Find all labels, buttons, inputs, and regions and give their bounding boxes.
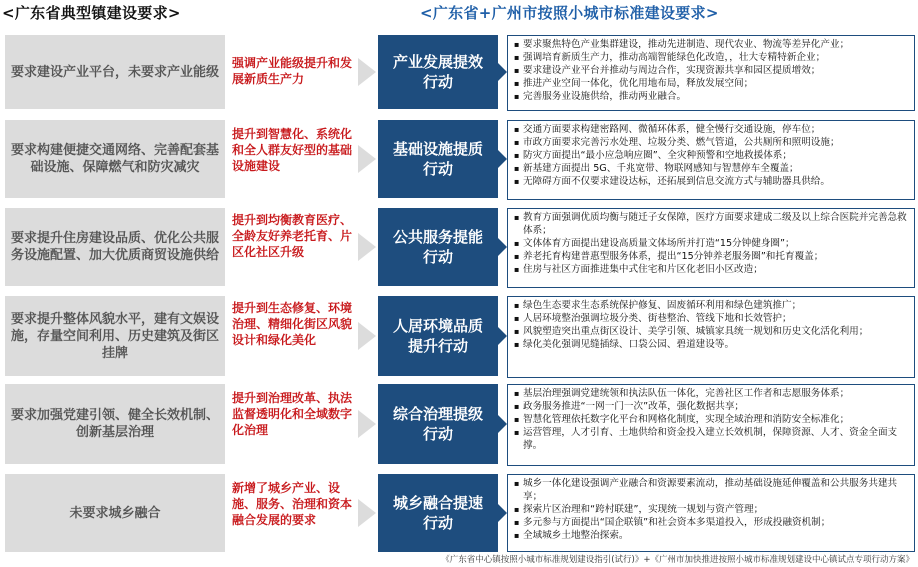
upgrade-note-1: 强调产业能级提升和发展新质生产力 bbox=[232, 56, 353, 86]
old-requirement-1: 要求建设产业平台，未要求产业能级 bbox=[5, 35, 225, 109]
source-footnote: 《广东省中心镇按照小城市标准规划建设指引(试行)》+《广州市加快推进按照小城市标准规划建设中心镇试点专项行动方案》 bbox=[441, 555, 914, 565]
old-requirement-6: 未要求城乡融合 bbox=[5, 474, 225, 552]
action-pointer-6 bbox=[497, 503, 507, 523]
detail-item: ▪ 防灾方面提出“最小应急响应圈”、全灾种预警和空地救援体系； bbox=[514, 149, 910, 162]
detail-list-1 bbox=[507, 35, 915, 111]
detail-item: ▪ 强调培育新质生产力，推动高端智能绿色化改造，，壮大专精特新企业； bbox=[514, 51, 910, 64]
detail-item: ▪ 风貌塑造突出重点街区设计、美学引领、城镇家具统一规划和历史文化活化利用； bbox=[514, 325, 910, 338]
detail-item: ▪ 探索片区治理和“跨村联建”，实现统一规划与资产管理； bbox=[514, 503, 910, 516]
detail-item: ▪ 全域城乡土地整治探索。 bbox=[514, 529, 910, 542]
old-requirement-4: 要求提升整体风貌水平，建有文娱设施，存量空间利用、历史建筑及街区挂牌 bbox=[5, 296, 225, 376]
action-box-3: 公共服务提能行动 bbox=[378, 208, 498, 286]
action-box-6: 城乡融合提速行动 bbox=[378, 474, 498, 552]
detail-item: ▪ 人居环境整治强调垃圾分类、街巷整治、管线下地和长效管护； bbox=[514, 312, 910, 325]
detail-item: ▪ 政务服务推进“一网一门一次”改革，强化数据共享； bbox=[514, 400, 910, 413]
detail-item: ▪ 完善服务业设施供给，推动两业融合。 bbox=[514, 90, 910, 103]
detail-list-4 bbox=[507, 296, 915, 378]
detail-item: ▪ 新基建方面提出 5G、千兆宽带、物联网感知与智慧停车全覆盖； bbox=[514, 162, 910, 175]
action-pointer-4 bbox=[497, 326, 507, 346]
detail-item: ▪ 住房与社区方面推进集中式住宅和片区化老旧小区改造； bbox=[514, 263, 910, 276]
detail-item: ▪ 绿色生态要求生态系统保护修复、固废循环利用和绿色建筑推广； bbox=[514, 299, 910, 312]
old-requirement-2: 要求构建便捷交通网络、完善配套基础设施、保障燃气和防灾减灾 bbox=[5, 120, 225, 198]
detail-item: ▪ 城乡一体化建设强调产业融合和资源要素流动，推动基础设施延伸覆盖和公共服务共建共享； bbox=[514, 477, 910, 503]
detail-list-6 bbox=[507, 474, 915, 552]
detail-item: ▪ 智慧化管理依托数字化平台和网格化制度，实现全域治理和消防安全标准化； bbox=[514, 413, 910, 426]
detail-item: ▪ 教育方面强调优质均衡与随迁子女保障，医疗方面要求建成二级及以上综合医院并完善急救体系； bbox=[514, 211, 910, 237]
detail-item: ▪ 推进产业空间一体化，优化用地布局，释放发展空间； bbox=[514, 77, 910, 90]
action-box-4: 人居环境品质提升行动 bbox=[378, 296, 498, 376]
detail-list-5 bbox=[507, 384, 915, 466]
detail-item: ▪ 要求聚焦特色产业集群建设，推动先进制造、现代农业、物流等差异化产业； bbox=[514, 38, 910, 51]
detail-item: ▪ 要求建设产业平台并推动与周边合作，实现资源共享和园区提质增效； bbox=[514, 64, 910, 77]
action-box-1: 产业发展提效行动 bbox=[378, 35, 498, 109]
action-pointer-3 bbox=[497, 237, 507, 257]
old-requirement-5: 要求加强党建引领、健全长效机制、创新基层治理 bbox=[5, 384, 225, 464]
upgrade-note-3: 提升到均衡教育医疗、全龄友好养老托育、片区化社区升级 bbox=[232, 213, 353, 259]
upgrade-note-2: 提升到智慧化、系统化和全人群友好型的基础设施建设 bbox=[232, 127, 353, 173]
action-pointer-2 bbox=[497, 149, 507, 169]
action-pointer-5 bbox=[497, 414, 507, 434]
detail-item: ▪ 多元参与方面提出“国企联镇”和社会资本多渠道投入，形成投融资机制； bbox=[514, 516, 910, 529]
upgrade-note-4: 提升到生态修复、环境治理、精细化街区风貌设计和绿化美化 bbox=[232, 301, 353, 347]
right-header: <广东省+广州市按照小城市标准建设要求> bbox=[420, 4, 719, 22]
detail-item: ▪ 文体体育方面提出建设高质量文体场所并打造“15分钟健身圈”； bbox=[514, 237, 910, 250]
detail-list-2 bbox=[507, 120, 915, 200]
detail-item: ▪ 养老托育构建普惠型服务体系，提出“15分钟养老服务圈”和托育覆盖； bbox=[514, 250, 910, 263]
left-header: <广东省典型镇建设要求> bbox=[2, 4, 181, 22]
upgrade-note-5: 提升到治理改革、执法监督透明化和全域数字化治理 bbox=[232, 391, 353, 437]
detail-item: ▪ 绿化美化强调见缝插绿、口袋公园、碧道建设等。 bbox=[514, 338, 910, 351]
action-pointer-1 bbox=[497, 62, 507, 82]
old-requirement-3: 要求提升住房建设品质、优化公共服务设施配置、加大优质商贸设施供给 bbox=[5, 208, 225, 286]
detail-item: ▪ 运营管理，人才引育、土地供给和资金投入建立长效机制，保障资源、人才、资金全面支撑。 bbox=[514, 426, 910, 452]
detail-item: ▪ 无障碍方面不仅要求建设达标，还拓展到信息交流方式与辅助器具供给。 bbox=[514, 175, 910, 188]
detail-item: ▪ 市政方面要求完善污水处理、垃圾分类、燃气管道，公共厕所和照明设施； bbox=[514, 136, 910, 149]
action-box-2: 基础设施提质行动 bbox=[378, 120, 498, 198]
detail-item: ▪ 交通方面要求构建密路网、微循环体系，健全慢行交通设施，停车位； bbox=[514, 123, 910, 136]
action-box-5: 综合治理提级行动 bbox=[378, 384, 498, 464]
upgrade-note-6: 新增了城乡产业、设施、服务、治理和资本融合发展的要求 bbox=[232, 481, 353, 527]
detail-item: ▪ 基层治理强调党建统领和执法队伍一体化，完善社区工作者和志愿服务体系； bbox=[514, 387, 910, 400]
detail-list-3 bbox=[507, 208, 915, 288]
